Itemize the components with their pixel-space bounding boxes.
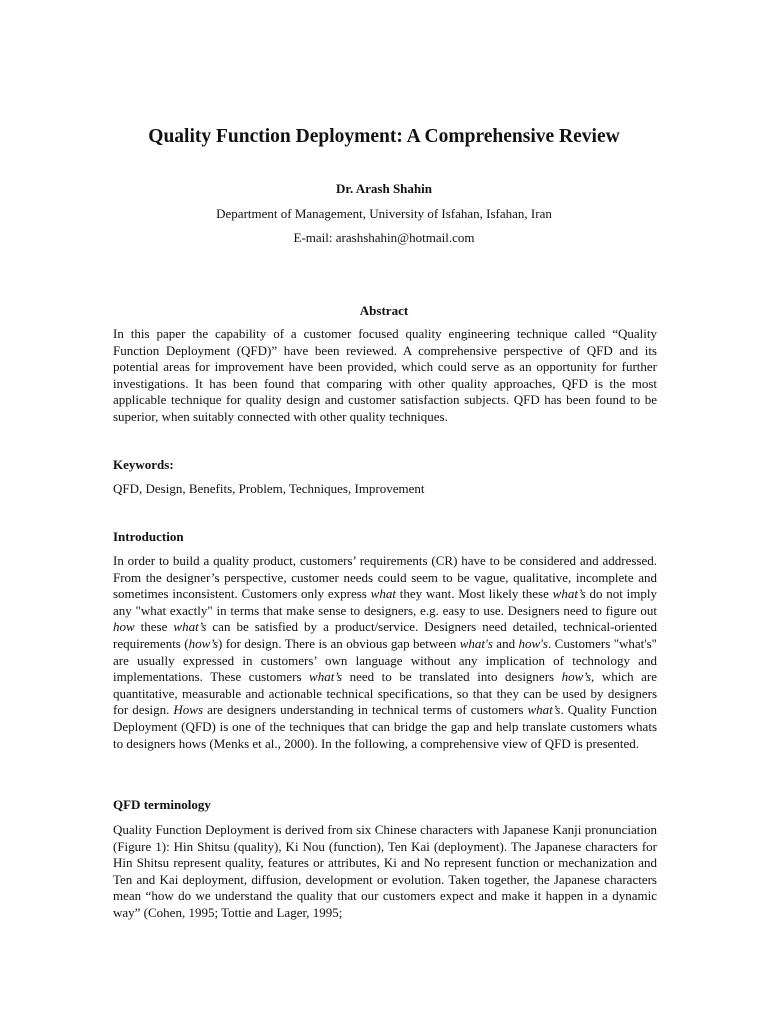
introduction-heading: Introduction: [113, 529, 184, 544]
abstract-text: In this paper the capability of a customer focused quality engineering technique called “Quality Function Deployment (QFD)” have been reviewed. A comprehensive perspective of QFD and its potential areas for improvement have been provided, which could serve as an opportunity for further investigations. It has been found that comparing with other quality approaches, QFD is the most applicable technique for quality design and customer satisfaction subjects. QFD has been found to be superior, when suitably connected with other quality techniques.: [113, 326, 657, 424]
keywords-heading: Keywords:: [113, 457, 174, 472]
author-affiliation: Department of Management, University of Isfahan, Isfahan, Iran: [216, 206, 552, 221]
keywords-text: QFD, Design, Benefits, Problem, Techniques, Improvement: [113, 481, 425, 496]
paper-title: Quality Function Deployment: A Comprehensive Review: [148, 126, 620, 147]
abstract-heading: Abstract: [359, 303, 409, 318]
qfd-terminology-heading: QFD terminology: [113, 797, 211, 812]
author-email: E-mail: arashshahin@hotmail.com: [293, 230, 475, 245]
introduction-text: In order to build a quality product, customers’ requirements (CR) have to be considered and addressed. From the designer’s perspective, customer needs could seem to be vague, qualitative, incomplete and sometimes inconsistent. Customers only express what they want. Most likely these what’s do not imply any "what exactly" in terms that make sense to designers, e.g. easy to use. Designers need to figure out how these what’s can be satisfied by a product/service. Designers need detailed, technical-oriented requirements (how’s) for design. There is an obvious gap between what's and how's. Customers "what's" are usually expressed in customers’ own language without any implication of technology and implementations. These customers what’s need to be translated into designers how’s, which are quantitative, measurable and actionable technical specifications, so that they can be used by designers for design. Hows are designers understanding in technical terms of customers what’s. Quality Function Deployment (QFD) is one of the techniques that can bridge the gap and help translate customers whats to designers hows (Menks et al., 2000). In the following, a comprehensive view of QFD is presented.: [113, 553, 658, 751]
qfd-terminology-text: Quality Function Deployment is derived from six Chinese characters with Japanese Kanji pronunciation (Figure 1): Hin Shitsu (quality), Ki Nou (function), Ten Kai (deployment). The Japanese characters for Hin Shitsu represent quality, features or attributes, Ki and No represent function or mechanization and Ten and Kai deployment, diffusion, development or evolution. Taken together, the Japanese characters mean “how do we understand the quality that our customers expect and make it happen in a dynamic way” (Cohen, 1995; Tottie and Lager, 1995;: [113, 822, 657, 920]
author-name: Dr. Arash Shahin: [336, 181, 432, 196]
